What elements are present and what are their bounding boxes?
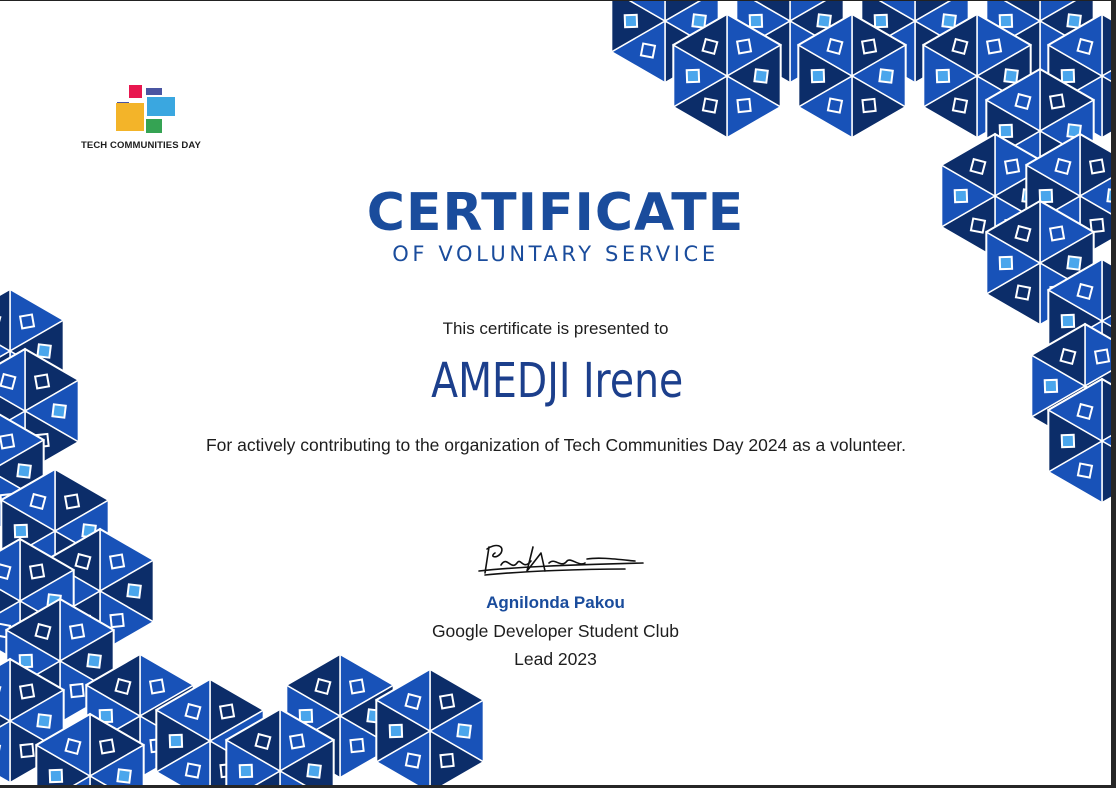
handwritten-signature	[475, 541, 645, 585]
pattern-square	[875, 15, 887, 27]
pattern-square	[170, 735, 182, 747]
pattern-square	[1067, 14, 1080, 27]
pattern-square	[52, 404, 65, 417]
signer-role-line1: Google Developer Student Club	[431, 621, 680, 641]
pattern-square	[37, 714, 50, 727]
pattern-square	[692, 14, 705, 27]
pattern-square	[50, 770, 62, 782]
certificate-subtitle: OF VOLUNTARY SERVICE	[392, 242, 719, 266]
logo-text: TECH COMMUNITIES DAY	[81, 140, 201, 151]
pattern-square	[754, 69, 767, 82]
pattern-triangle	[0, 721, 10, 783]
page-edge-right	[1111, 0, 1116, 788]
pattern-square	[750, 15, 762, 27]
pattern-square	[117, 769, 130, 782]
pattern-square	[1062, 435, 1074, 447]
pattern-square	[687, 70, 699, 82]
pattern-triangle	[1102, 259, 1111, 321]
certificate-description: For actively contributing to the organization of Tech Communities Day 2024 as a volunteer.	[205, 435, 907, 455]
pattern-square	[1062, 70, 1074, 82]
pattern-square	[812, 70, 824, 82]
recipient-name: AMEDJI Irene	[431, 353, 684, 409]
pattern-square	[37, 344, 50, 357]
pattern-square	[240, 765, 252, 777]
pattern-square	[942, 14, 955, 27]
pattern-square	[390, 725, 402, 737]
pattern-square	[817, 14, 830, 27]
signer-role	[0, 617, 1111, 673]
pattern-square	[17, 464, 30, 477]
pattern-square	[1000, 125, 1012, 137]
pattern-triangle	[1102, 441, 1111, 503]
certificate-title: CERTIFICATE	[366, 183, 745, 243]
pattern-square	[1004, 69, 1017, 82]
pattern-square	[1000, 15, 1012, 27]
pattern-triangle	[1102, 379, 1111, 441]
pattern-square	[625, 15, 637, 27]
pattern-square	[937, 70, 949, 82]
pattern-square	[307, 764, 320, 777]
presented-to-text: This certificate is presented to	[442, 319, 669, 338]
pattern-square	[1045, 380, 1057, 392]
pattern-triangle	[1102, 14, 1111, 76]
pattern-square	[457, 724, 470, 737]
signer-role-line2: Lead 2023	[514, 649, 597, 669]
pattern-triangle	[1102, 76, 1111, 138]
pattern-square	[15, 525, 27, 537]
signer-name: Agnilonda Pakou	[486, 593, 625, 612]
pattern-square	[879, 69, 892, 82]
